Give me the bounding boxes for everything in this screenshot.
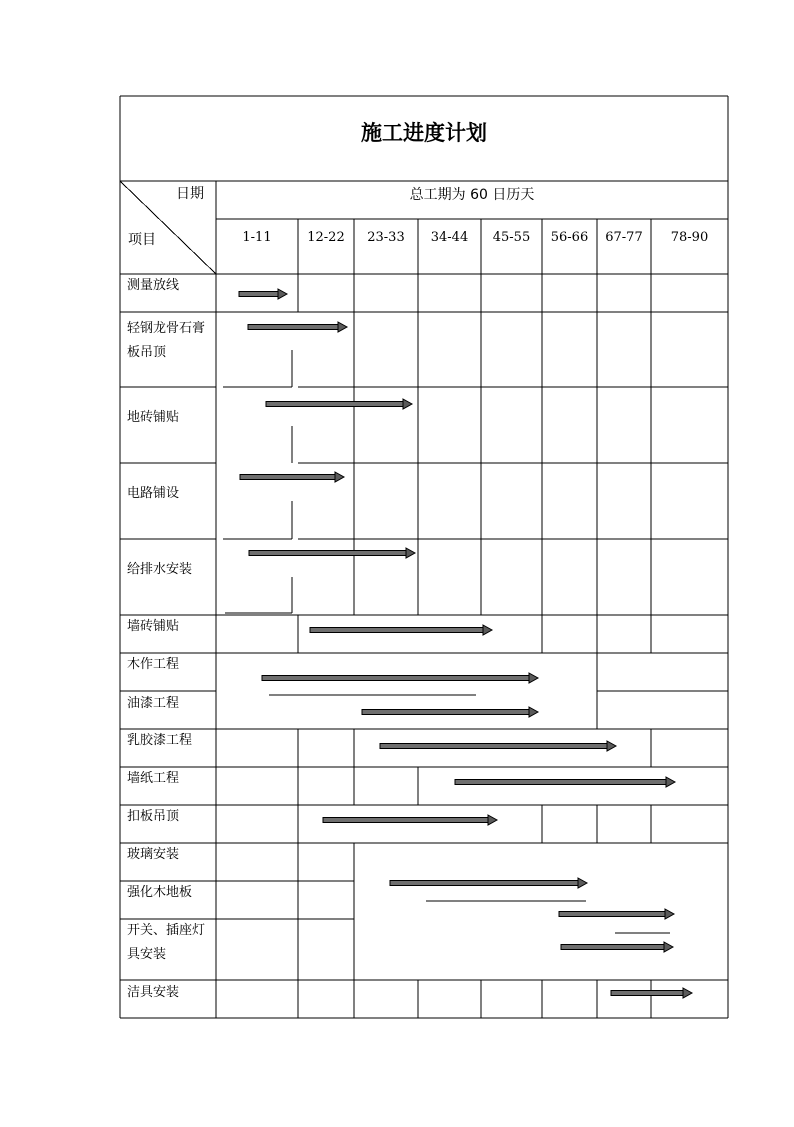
gantt-bars [239,289,692,998]
task-label: 地砖铺贴 [127,410,180,425]
gantt-arrow [561,942,673,952]
gantt-arrow-head [488,815,497,825]
gantt-arrow-head [607,741,616,751]
period-header: 78-90 [670,230,709,245]
gantt-arrow-head [578,878,587,888]
gantt-arrow-shaft [310,628,484,633]
period-header: 45-55 [492,230,531,245]
period-header: 34-44 [430,230,469,245]
task-label: 给排水安装 [127,562,193,577]
period-header: 67-77 [605,230,643,245]
gantt-arrow [559,909,674,919]
header-total-period: 总工期为 60 日历天 [409,187,535,203]
task-label: 扣板吊顶 [127,809,180,824]
task-label: 洁具安装 [127,985,180,1000]
task-label: 油漆工程 [127,696,180,711]
task-label: 电路铺设 [127,486,180,501]
task-label: 测量放线 [127,278,180,293]
gantt-arrow-shaft [380,744,608,749]
gantt-arrow-shaft [239,292,279,297]
task-label: 强化木地板 [127,885,193,900]
gantt-arrow [266,399,412,409]
gantt-arrow [262,673,538,683]
gantt-arrow-head [335,472,344,482]
gantt-arrow-head [529,707,538,717]
gantt-arrow [455,777,675,787]
period-header: 1-11 [242,230,272,245]
gantt-arrow-head [664,942,673,952]
gantt-arrow [380,741,616,751]
gantt-arrow-shaft [559,912,666,917]
gantt-arrow-head [403,399,412,409]
header-item-label: 项目 [128,232,156,248]
task-label: 乳胶漆工程 [127,733,193,748]
gantt-arrow [362,707,538,717]
gantt-arrow-head [483,625,492,635]
gantt-arrow-shaft [611,991,684,996]
gantt-arrow [249,548,415,558]
gantt-arrow-head [665,909,674,919]
gantt-arrow [390,878,587,888]
gantt-arrow [248,322,347,332]
gantt-arrow-head [338,322,347,332]
task-label: 开关、插座灯具安装 [127,923,206,962]
gantt-arrow-head [683,988,692,998]
task-label: 墙纸工程 [127,771,180,786]
gantt-arrow-shaft [248,325,339,330]
gantt-arrow-shaft [262,676,530,681]
task-label: 墙砖铺贴 [127,619,180,634]
gantt-arrow-shaft [240,475,336,480]
gantt-arrow-shaft [323,818,489,823]
gantt-arrow-shaft [455,780,667,785]
period-header: 23-33 [367,230,405,245]
period-header: 12-22 [307,230,345,245]
gantt-arrow-shaft [390,881,579,886]
gantt-arrow-shaft [362,710,530,715]
gantt-arrow [240,472,344,482]
gantt-arrow-shaft [249,551,407,556]
gantt-arrow-head [406,548,415,558]
period-header: 56-66 [550,230,589,245]
task-label: 木作工程 [127,657,180,672]
gantt-arrow-head [278,289,287,299]
gantt-arrow-shaft [266,402,404,407]
gantt-arrow-head [529,673,538,683]
gantt-arrow-head [666,777,675,787]
gantt-arrow [239,289,287,299]
gantt-arrow [310,625,492,635]
gantt-arrow [323,815,497,825]
task-connector-lines [223,350,670,933]
task-label: 轻钢龙骨石膏板吊顶 [127,321,206,360]
gantt-arrow-shaft [561,945,665,950]
task-label: 玻璃安装 [127,847,180,862]
header-date-label: 日期 [176,186,204,202]
page-title: 施工进度计划 [361,120,487,145]
